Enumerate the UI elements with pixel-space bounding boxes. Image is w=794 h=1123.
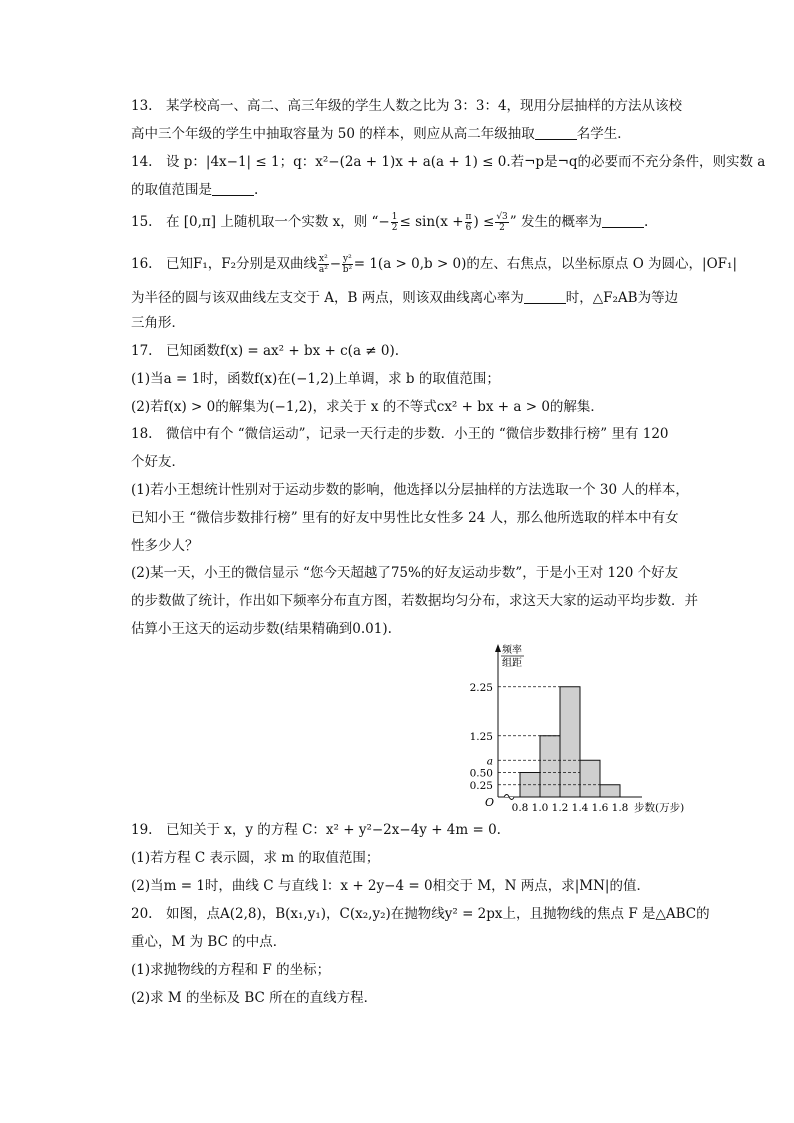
q15-frac2-num: π bbox=[465, 212, 472, 222]
q17-line1: 17. 已知函数f(x) = ax² + bx + c(a ≠ 0). bbox=[131, 343, 400, 359]
q18-line4: 已知小王 “微信步数排行榜” 里有的好友中男性比女性多 24 人，那么他所选取的样本中有女 bbox=[131, 510, 679, 526]
q16-text-l2a: 为半径的圆与该双曲线左支交于 A，B 两点，则该双曲线离心率为 bbox=[131, 290, 524, 306]
axis-break bbox=[504, 795, 514, 800]
histogram-bar bbox=[540, 736, 560, 797]
q15-text-d: ” 发生的概率为 bbox=[509, 214, 602, 230]
q13-line2 bbox=[131, 124, 631, 144]
q15-frac2-den: 6 bbox=[465, 223, 472, 233]
q15-frac-root3 bbox=[495, 212, 508, 233]
x-tick-label: 1.0 bbox=[531, 802, 549, 814]
q15-frac1-den: 2 bbox=[391, 223, 398, 233]
y-tick-label: a bbox=[486, 755, 493, 768]
x-tick-label: 1.6 bbox=[591, 802, 609, 814]
q14-answer-blank bbox=[212, 181, 254, 196]
q16-text-b: = 1(a > 0,b > 0)的左、右焦点，以坐标原点 O 为圆心，|OF₁| bbox=[353, 256, 738, 272]
q15-text-a: 15. 在 [0,π] 上随机取一个实数 x，则 “− bbox=[131, 214, 390, 230]
x-tick-label: 1.8 bbox=[611, 802, 629, 814]
q19-line3: (2)当m = 1时，曲线 C 与直线 l：x + 2y−4 = 0相交于 M，N 两点，求|MN|的值． bbox=[131, 878, 650, 894]
q18-line6: (2)某一天，小王的微信显示 “您今天超越了75%的好友运动步数”，于是小王对 120 个好友 bbox=[131, 565, 679, 581]
q15-text-e: . bbox=[643, 214, 649, 230]
q17-line2: (1)当a = 1时，函数f(x)在(−1,2)上单调，求 b 的取值范围； bbox=[131, 371, 500, 387]
q13-text-end: 名学生． bbox=[576, 126, 631, 142]
q15-text-b: ≤ sin(x + bbox=[399, 214, 464, 230]
q17-line3: (2)若f(x) > 0的解集为(−1,2)，求关于 x 的不等式cx² + bx + a > 0的解集． bbox=[131, 399, 604, 415]
y-tick-label: 2.25 bbox=[469, 681, 493, 694]
q16-frac2-num: y² bbox=[343, 254, 352, 264]
y-tick-label: 0.50 bbox=[469, 767, 493, 780]
q15-frac3-num: √3 bbox=[496, 212, 508, 222]
x-axis-label: 步数(万步) bbox=[634, 802, 685, 814]
q13-answer-blank bbox=[535, 125, 577, 140]
q16-frac1-num: x² bbox=[319, 254, 328, 264]
q16-line2 bbox=[131, 288, 678, 308]
q18-line8: 估算小王这天的运动步数(结果精确到0.01). bbox=[131, 621, 392, 637]
q16-line3: 三角形． bbox=[131, 315, 185, 331]
y-label-bottom: 组距 bbox=[502, 658, 522, 669]
q15-text-c: ) ≤ bbox=[473, 214, 495, 230]
q16-frac1-den: a² bbox=[318, 265, 328, 275]
q15-answer-blank bbox=[602, 213, 644, 228]
q15-line bbox=[131, 212, 648, 233]
q15-frac1-num: 1 bbox=[391, 212, 398, 222]
x-tick-label: 1.2 bbox=[551, 802, 569, 814]
q13-line1: 13. 某学校高一、高二、高三年级的学生人数之比为 3：3：4，现用分层抽样的方法从该校 bbox=[131, 98, 683, 114]
q20-line1: 20. 如图，点A(2,8)，B(x₁,y₁)，C(x₂,y₂)在抛物线y² = 2px上，且抛物线的焦点 F 是△ABC的 bbox=[131, 906, 710, 922]
q20-line4: (2)求 M 的坐标及 BC 所在的直线方程． bbox=[131, 990, 378, 1006]
q15-frac-pi6 bbox=[465, 212, 473, 233]
y-tick-label: 1.25 bbox=[469, 730, 493, 743]
q16-frac-y bbox=[342, 254, 353, 275]
q18-line1: 18. 微信中有个 “微信运动”，记录一天行走的步数．小王的 “微信步数排行榜” 里有 120 bbox=[131, 426, 669, 442]
frequency-histogram bbox=[460, 640, 700, 818]
x-tick-label: 1.4 bbox=[571, 802, 589, 814]
q14-line2 bbox=[131, 180, 258, 200]
q16-text-a: 16. 已知F₁，F₂分别是双曲线 bbox=[131, 256, 318, 272]
y-label-top: 频率 bbox=[502, 645, 522, 656]
q16-frac2-den: b² bbox=[342, 265, 353, 275]
y-tick-label: 0.25 bbox=[469, 779, 493, 792]
q19-line2: (1)若方程 C 表示圆，求 m 的取值范围； bbox=[131, 850, 380, 866]
histogram-bar bbox=[580, 760, 600, 797]
q13-text: 高中三个年级的学生中抽取容量为 50 的样本，则应从高二年级抽取 bbox=[131, 126, 535, 142]
q18-line7: 的步数做了统计，作出如下频率分布直方图，若数据均匀分布，求这天大家的运动平均步数．并 bbox=[131, 593, 698, 609]
q14-line1: 14. 设 p：|4x−1| ≤ 1；q：x²−(2a + 1)x + a(a + 1) ≤ 0.若¬p是¬q的必要而不充分条件，则实数 a bbox=[131, 154, 766, 170]
q16-minus: − bbox=[329, 256, 342, 272]
q16-answer-blank bbox=[524, 289, 566, 304]
q16-text-l2b: 时，△F₂AB为等边 bbox=[565, 290, 679, 306]
q20-line2: 重心，M 为 BC 的中点． bbox=[131, 934, 287, 950]
q16-line1 bbox=[131, 254, 737, 275]
q19-line1: 19. 已知关于 x，y 的方程 C：x² + y²−2x−4y + 4m = 0. bbox=[131, 822, 501, 838]
q14-text: 的取值范围是 bbox=[131, 182, 212, 198]
q20-line3: (1)求抛物线的方程和 F 的坐标； bbox=[131, 962, 331, 978]
origin-label: O bbox=[485, 796, 495, 809]
x-tick-label: 0.8 bbox=[511, 802, 529, 814]
q18-line5: 性多少人？ bbox=[131, 538, 199, 554]
q18-line2: 个好友． bbox=[131, 454, 185, 470]
histogram-bar bbox=[560, 687, 580, 797]
q16-frac-x bbox=[318, 254, 329, 275]
q18-line3: (1)若小王想统计性别对于运动步数的影响，他选择以分层抽样的方法选取一个 30 人的样本， bbox=[131, 482, 689, 498]
q15-frac-half bbox=[391, 212, 399, 233]
q15-frac3-den: 2 bbox=[499, 223, 505, 233]
q14-text-end: . bbox=[254, 182, 259, 198]
y-axis-arrow bbox=[495, 644, 501, 652]
histogram-bar bbox=[600, 785, 620, 797]
